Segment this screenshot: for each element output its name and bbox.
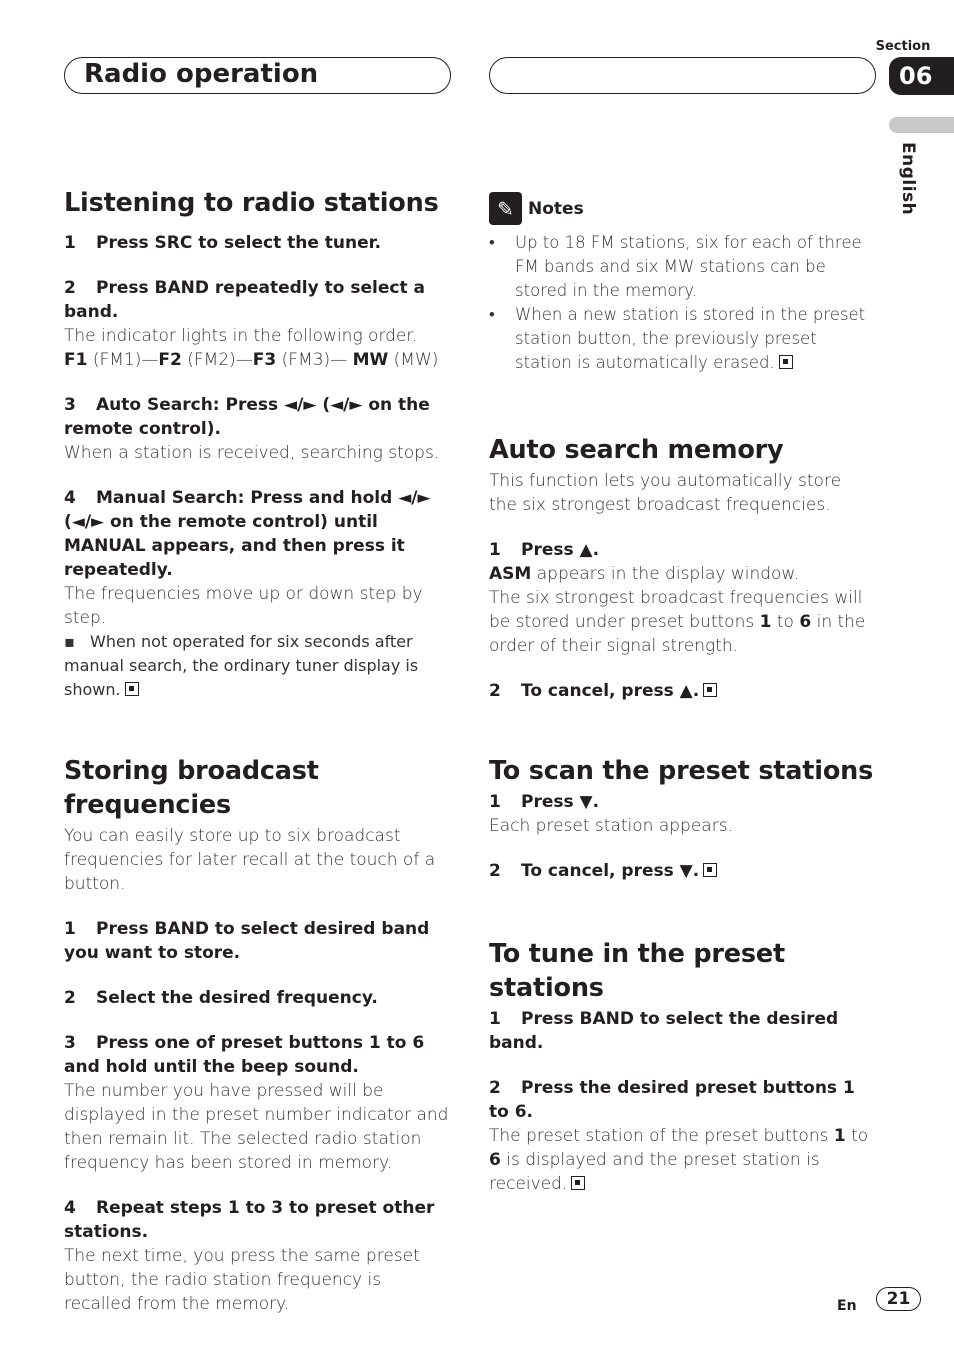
- square-bullet-icon: ▪: [64, 632, 75, 651]
- asm-step-1-detail: The six strongest broadcast frequencies will be stored under preset buttons 1 to 6 in the order of their signal strength.: [489, 588, 866, 656]
- storing-step-3: 3 Press one of preset buttons 1 to 6 and hold until the beep sound.: [64, 1033, 425, 1077]
- tune-step-2-body: The preset station of the preset buttons 1 to 6 is displayed and the preset station is received.: [489, 1126, 869, 1194]
- notes-title: Notes: [528, 198, 584, 219]
- note-item: • When a new station is stored in the preset station button, the previously preset station is automatically erased.: [489, 305, 866, 372]
- asm-heading: Auto search memory: [489, 435, 784, 465]
- tune-step-2: 2 Press the desired preset buttons 1 to 6.: [489, 1078, 855, 1122]
- footer-language-code: En: [837, 1298, 857, 1314]
- header-pill-right: [489, 57, 876, 94]
- storing-step-3-body: The number you have pressed will be displayed in the preset number indicator and then remain lit. The selected radio station frequency has been stored in memory.: [64, 1081, 449, 1173]
- asm-intro: This function lets you automatically store the six strongest broadcast frequencies.: [489, 471, 842, 515]
- scan-step-2: 2 To cancel, press ▼.: [489, 859, 874, 883]
- listening-step-2-body: The indicator lights in the following order.: [64, 326, 418, 346]
- tune-heading: To tune in the preset stations: [489, 939, 785, 1003]
- end-mark-icon: [703, 863, 717, 877]
- end-mark-icon: [571, 1176, 585, 1190]
- note-item: • Up to 18 FM stations, six for each of three FM bands and six MW stations can be stored in the memory.: [489, 233, 862, 300]
- language-tab: [889, 117, 954, 133]
- scan-step-1: 1 Press ▼.: [489, 792, 600, 812]
- notes-list: [489, 231, 874, 375]
- end-mark-icon: [125, 682, 139, 696]
- storing-step-2: 2 Select the desired frequency.: [64, 988, 378, 1008]
- storing-step-4-body: The next time, you press the same preset button, the radio station frequency is recalled from the memory.: [64, 1246, 420, 1314]
- listening-step-1: 1 Press SRC to select the tuner.: [64, 233, 382, 253]
- page-number: 21: [876, 1287, 921, 1311]
- storing-heading: Storing broadcast frequencies: [64, 756, 319, 820]
- tune-step-1: 1 Press BAND to select the desired band.: [489, 1009, 839, 1053]
- storing-step-1: 1 Press BAND to select desired band you want to store.: [64, 919, 430, 963]
- listening-step-3: 3 Auto Search: Press ◄/► (◄/► on the remote control).: [64, 395, 430, 439]
- right-column: [489, 192, 874, 1196]
- listening-step-2: 2 Press BAND repeatedly to select a band.: [64, 278, 425, 322]
- band-order: F1 (FM1)—F2 (FM2)—F3 (FM3)— MW (MW): [64, 350, 439, 370]
- notes-header: [489, 192, 874, 225]
- language-label: English: [898, 142, 918, 216]
- scan-step-1-body: Each preset station appears.: [489, 816, 733, 836]
- end-mark-icon: [779, 355, 793, 369]
- storing-intro: You can easily store up to six broadcast frequencies for later recall at the touch of a button.: [64, 826, 436, 894]
- asm-step-1: 1 Press ▲.: [489, 540, 600, 560]
- section-label: Section: [875, 39, 931, 54]
- end-mark-icon: [703, 683, 717, 697]
- listening-step-4: 4 Manual Search: Press and hold ◄/► (◄/► on the remote control) until MANUAL appears, and then press it repeatedly.: [64, 488, 431, 580]
- listening-step-4-note: ▪ When not operated for six seconds after manual search, the ordinary tuner display is shown.: [64, 632, 419, 699]
- pencil-icon: ✎: [489, 192, 522, 225]
- storing-step-4: 4 Repeat steps 1 to 3 to preset other stations.: [64, 1198, 435, 1242]
- listening-step-3-body: When a station is received, searching stops.: [64, 443, 440, 463]
- listening-step-4-body: The frequencies move up or down step by step.: [64, 584, 423, 628]
- asm-step-1-body: ASM appears in the display window.: [489, 564, 800, 584]
- listening-heading: Listening to radio stations: [64, 188, 439, 218]
- scan-heading: To scan the preset stations: [489, 756, 874, 786]
- asm-step-2: 2 To cancel, press ▲.: [489, 679, 874, 703]
- left-column: [64, 186, 449, 1316]
- section-number: 06: [889, 57, 954, 95]
- page-title: Radio operation: [84, 59, 319, 89]
